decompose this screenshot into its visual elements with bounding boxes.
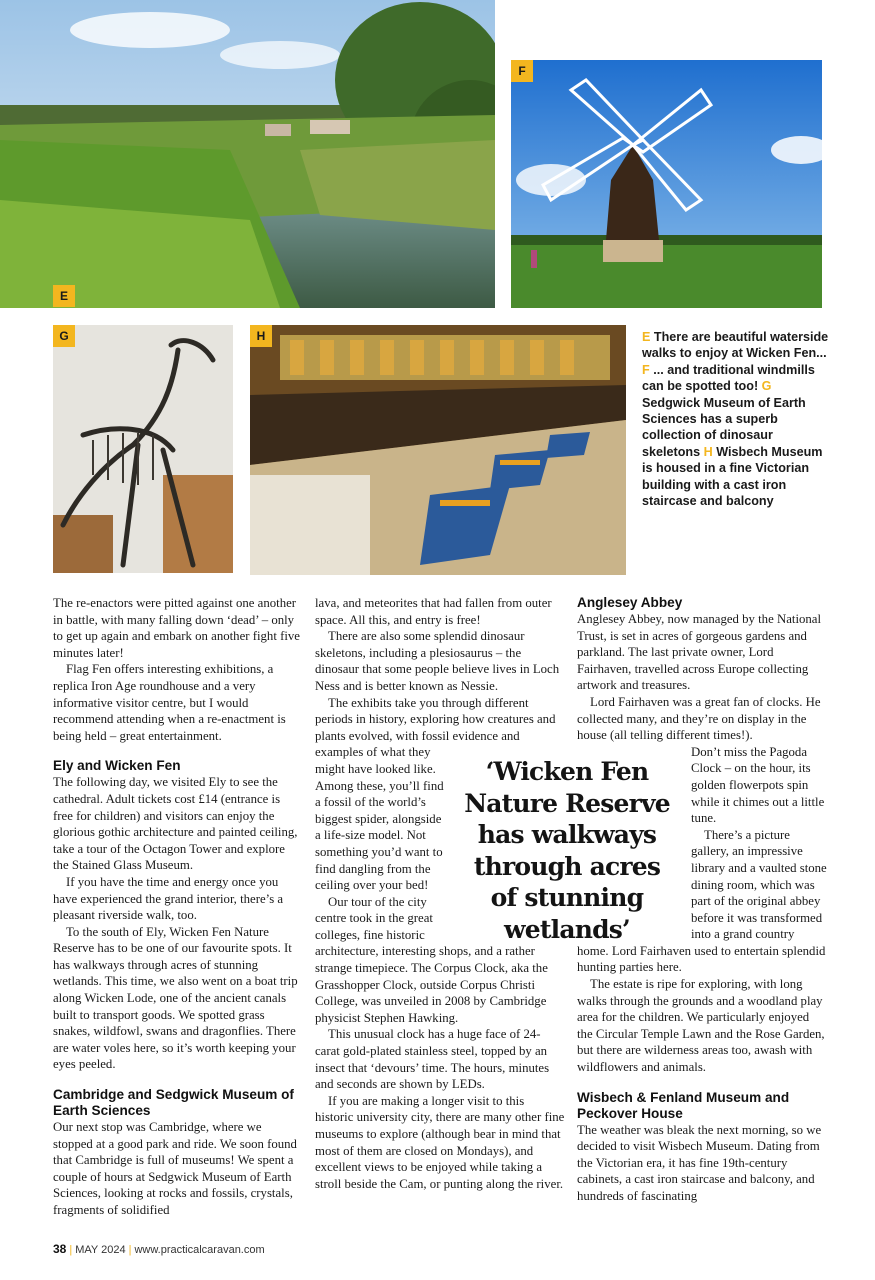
photo-caption — [642, 329, 832, 509]
caption-letter-g: G — [761, 379, 772, 394]
caption-text-h: Wisbech Museum is housed in a fine Victorian building with a cast iron staircase and balcony — [642, 444, 823, 509]
footer-separator: | — [128, 1244, 132, 1256]
issue-date: MAY 2024 — [75, 1244, 126, 1256]
paragraph-narrow: Our tour of the city centre took in the great colleges, fine historic — [315, 894, 433, 942]
paragraph: Our next stop was Cambridge, where we stopped at a good park and ride. We soon found that Cambridge is full of museums! We spent a couple of hours at Sedgwick Museum of Earth Sciences, looking at rocks and fossils, crystals, fragments of solidified — [53, 1120, 297, 1217]
paragraph: home. Lord Fairhaven used to entertain splendid hunting parties here. — [577, 943, 826, 975]
caption-letter-e: E — [642, 330, 651, 344]
dinosaur-illustration — [53, 325, 233, 573]
paragraph-narrow: examples of what they might have looked like. Among these, you’ll find a fossil of the world’s biggest spider, alongside a life-size model. Not something you’d want to find dangling from the ceiling over your bed! — [315, 745, 444, 893]
paragraph: Anglesey Abbey, now managed by the National Trust, is set in acres of gorgeous gardens and parkland. The last private owner, Lord Fairhaven, travelled across Europe collecting artwork and treasures. — [577, 612, 822, 693]
paragraph: To the south of Ely, Wicken Fen Nature Reserve has to be one of our favourite spots. It has walkways through acres of stunning wetlands. This time, we also went on a boat trip along Wicken Lode, one of the ancient canals built to transport goods. We spotted grass snakes, wildfowl, swans and dragonflies. There are water voles here, so it’s worth keeping your eyes peeled. — [53, 924, 298, 1072]
photo-label-h: H — [250, 325, 272, 347]
paragraph: The exhibits take you through different periods in history, exploring how creatures and plants evolved, with fossil evidence and — [315, 695, 556, 743]
paragraph: The weather was bleak the next morning, so we decided to visit Wisbech Museum. Dating from the Victorian era, it has fine 19th-century cabinets, a cast iron staircase and balcony, and hundreds of fascinating — [577, 1122, 822, 1203]
windmill-illustration — [511, 60, 822, 308]
paragraph: Flag Fen offers interesting exhibitions, a replica Iron Age roundhouse and a very informative visitor centre, but I would recommend attending when a re-enactment is being held – great entertainment. — [53, 662, 286, 743]
page-footer — [53, 1242, 265, 1256]
paragraph: If you are making a longer visit to this historic university city, there are many other fine museums to explore (although bear in mind that most of them are closed on Mondays), and excellent views to be enjoyed while taking a stroll beside the Cam, or punting along the river. — [315, 1093, 565, 1191]
caption-letter-h: H — [703, 444, 713, 459]
photo-label-g: G — [53, 325, 75, 347]
caption-letter-f: F — [642, 362, 650, 377]
caption-text-e: There are beautiful waterside walks to enjoy at Wicken Fen... — [642, 330, 829, 361]
article-column-1 — [53, 595, 303, 1219]
paragraph: This unusual clock has a huge face of 24-carat gold-plated stainless steel, topped by an insect that ‘devours’ time. The hours, minutes and seconds are shown by LEDs. — [315, 1027, 550, 1092]
photo-label-f: F — [511, 60, 533, 82]
paragraph-narrow: There’s a picture gallery, an impressive library and a vaulted stone dining room, which was part of the original abbey before it was transformed into a grand country — [691, 827, 827, 942]
photo-dinosaur-skeleton — [53, 325, 233, 573]
paragraph-narrow: Don’t miss the Pagoda Clock – on the hour, its golden flowerpots spin while it chimes out a little tune. — [691, 744, 825, 826]
paragraph: Lord Fairhaven was a great fan of clocks. He collected many, and they’re on display in the house (all telling different times!). — [577, 694, 821, 743]
paragraph: There are also some splendid dinosaur skeletons, including a plesiosaurus – the dinosaur that some people believe lives in Loch Ness and is better known as Nessie. — [315, 629, 560, 693]
waterside-illustration — [0, 0, 495, 308]
website-link[interactable]: www.practicalcaravan.com — [134, 1244, 265, 1256]
paragraph: lava, and meteorites that had fallen from outer space. All this, and entry is free! — [315, 596, 552, 627]
photo-label-e: E — [53, 285, 75, 307]
photo-museum-interior — [250, 325, 626, 575]
caption-text-g: Sedgwick Museum of Earth Sciences has a superb collection of dinosaur skeletons — [642, 395, 806, 459]
caption-text-f: ... and traditional windmills can be spotted too! — [642, 362, 815, 394]
heading-wisbech-museum: Wisbech & Fenland Museum and Peckover House — [577, 1089, 790, 1121]
pull-quote: ‘Wicken Fen Nature Reserve has walkways through acres of stunning wetlands’ — [464, 757, 670, 944]
photo-windmill — [511, 60, 822, 308]
photo-wicken-fen-waterside — [0, 0, 495, 308]
museum-illustration — [250, 325, 626, 575]
paragraph: If you have the time and energy once you have experienced the grand interior, there’s a pleasant riverside walk, too. — [53, 874, 284, 923]
paragraph: The following day, we visited Ely to see the cathedral. Adult tickets cost £14 (entrance is free for children) and visitors can enjoy the glorious gothic architecture and painted ceiling, take a tour of the Octagon Tower and explore the Stained Glass Museum. — [53, 775, 298, 873]
paragraph: architecture, interesting shops, and a rather strange timepiece. The Corpus Clock, aka the Grasshopper Clock, outside Corpus Christi College, was unveiled in 2008 by Cambridge physicist Stephen Hawking. — [315, 944, 548, 1025]
footer-separator: | — [69, 1244, 73, 1256]
heading-cambridge-sedgwick: Cambridge and Sedgwick Museum of Earth Sciences — [53, 1087, 294, 1119]
page-number: 38 — [53, 1242, 67, 1256]
paragraph: The re-enactors were pitted against one another in battle, with many falling down ‘dead’ – only to get up again and embark on another fight five minutes later! — [53, 596, 300, 660]
heading-ely-wicken-fen: Ely and Wicken Fen — [53, 758, 181, 774]
paragraph: The estate is ripe for exploring, with long walks through the grounds and a woodland play area for the children. We particularly enjoyed the Circular Temple Lawn and the Rose Garden, but there are wilderness areas too, awash with wildflowers and animals. — [577, 977, 825, 1075]
article-column-3 — [577, 595, 827, 1205]
heading-anglesey-abbey: Anglesey Abbey — [577, 595, 683, 610]
